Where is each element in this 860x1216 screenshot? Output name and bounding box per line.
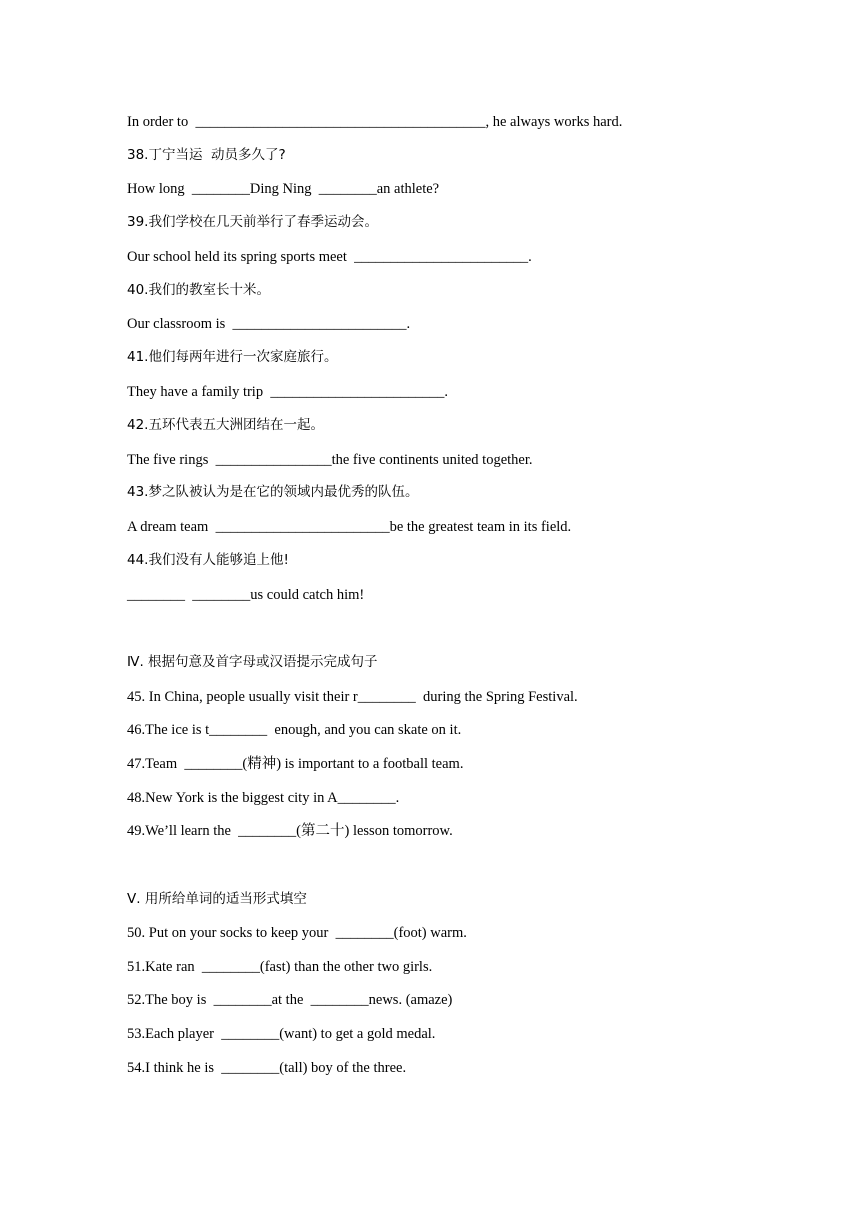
question-40-english: Our classroom is ________________________. [127, 316, 411, 332]
question-52: 52.The boy is ________at the ________news. (amaze) [127, 992, 453, 1008]
question-50: 50. Put on your socks to keep your ________(foot) warm. [127, 925, 467, 941]
question-41-english: They have a family trip ________________________. [127, 384, 448, 400]
section-5-heading: Ⅴ. 用所给单词的适当形式填空 [127, 891, 307, 907]
question-44-english: ________ ________us could catch him! [127, 587, 365, 603]
sentence-37-english: In order to ________________________________________, he always works hard. [127, 114, 623, 130]
question-41-chinese: 41.他们每两年进行一次家庭旅行。 [127, 349, 338, 365]
question-54: 54.I think he is ________(tall) boy of the three. [127, 1060, 407, 1076]
question-39-chinese: 39.我们学校在几天前举行了春季运动会。 [127, 214, 378, 230]
question-40-chinese: 40.我们的教室长十米。 [127, 282, 270, 298]
question-42-english: The five rings ________________the five continents united together. [127, 452, 533, 468]
question-43-english: A dream team ________________________be the greatest team in its field. [127, 519, 572, 535]
question-44-chinese: 44.我们没有人能够追上他! [127, 552, 289, 568]
question-42-chinese: 42.五环代表五大洲团结在一起。 [127, 417, 324, 433]
question-38-english: How long ________Ding Ning ________an athlete? [127, 181, 440, 197]
question-48: 48.New York is the biggest city in A________. [127, 790, 400, 806]
question-43-chinese: 43.梦之队被认为是在它的领域内最优秀的队伍。 [127, 484, 419, 500]
question-53: 53.Each player ________(want) to get a gold medal. [127, 1026, 436, 1042]
section-4-heading: Ⅳ. 根据句意及首字母或汉语提示完成句子 [127, 654, 378, 670]
question-49: 49.We’ll learn the ________(第二十) lesson tomorrow. [127, 823, 453, 839]
question-45: 45. In China, people usually visit their r________ during the Spring Festival. [127, 689, 578, 705]
question-38-chinese: 38.丁宁当运 动员多久了? [127, 147, 286, 163]
question-46: 46.The ice is t________ enough, and you can skate on it. [127, 722, 462, 738]
question-51: 51.Kate ran ________(fast) than the other two girls. [127, 959, 433, 975]
question-39-english: Our school held its spring sports meet ________________________. [127, 249, 532, 265]
question-47: 47.Team ________(精神) is important to a football team. [127, 756, 464, 772]
